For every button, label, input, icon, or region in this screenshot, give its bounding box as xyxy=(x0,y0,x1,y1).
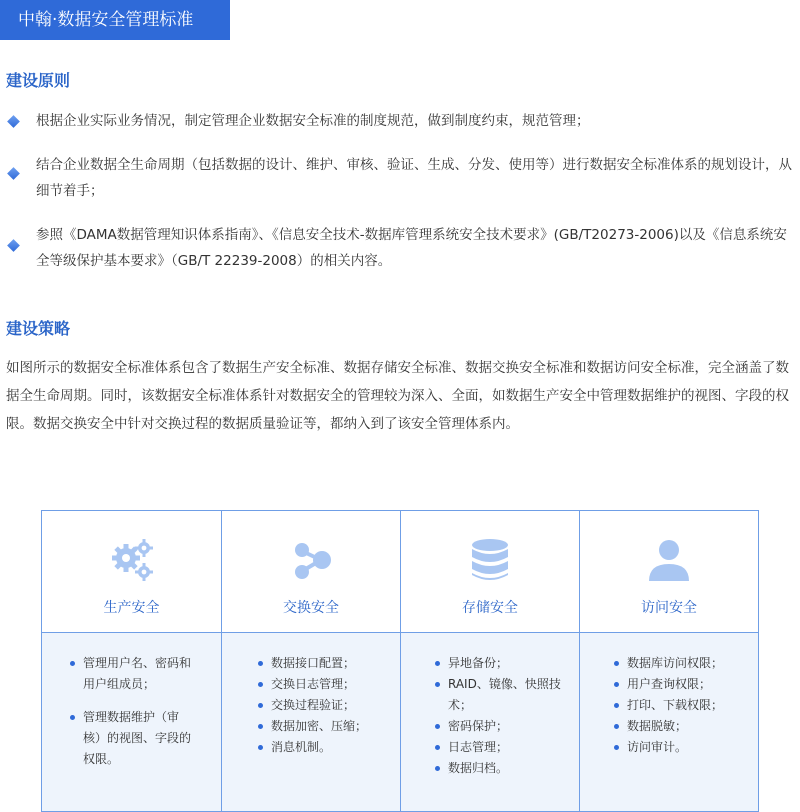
security-category-grid xyxy=(41,510,759,812)
list-item: 用户查询权限； xyxy=(614,674,754,695)
list-item: 异地备份； xyxy=(435,653,563,674)
category-item-list xyxy=(70,653,194,776)
list-item: 管理用户名、密码和用户组成员； xyxy=(70,653,194,695)
list-item: 数据脱敏； xyxy=(614,716,754,737)
category-title: 生产安全 xyxy=(103,600,160,616)
category-item-list xyxy=(614,653,754,758)
strategy-paragraph: 如图所示的数据安全标准体系包含了数据生产安全标准、数据存储安全标准、数据交换安全标准和数据访问安全标准，完全涵盖了数据全生命周期。同时，该数据安全标准体系针对数据安全的管理较为深入、全面，如数据生产安全中管理数据维护的视图、字段的权限。数据交换安全中针对交换过程的数据质量验证等，都纳入到了该安全管理体系内。 xyxy=(6,360,789,432)
principle-text: 结合企业数据全生命周期（包括数据的设计、维护、审核、验证、生成、分发、使用等）进行数据安全标准体系的规划设计，从细节着手； xyxy=(36,157,792,199)
category-items-panel xyxy=(401,633,579,811)
list-item: 数据接口配置； xyxy=(258,653,392,674)
principles-heading: 建设原则 xyxy=(6,71,71,90)
category-title: 交换安全 xyxy=(283,600,339,616)
category-production xyxy=(42,511,221,811)
category-title: 访问安全 xyxy=(641,600,697,616)
category-title: 存储安全 xyxy=(462,600,518,616)
list-item: 消息机制。 xyxy=(258,737,392,758)
list-item: 数据加密、压缩； xyxy=(258,716,392,737)
list-item: RAID、镜像、快照技术； xyxy=(435,674,563,716)
category-header xyxy=(580,511,758,633)
diamond-bullet-icon xyxy=(7,239,20,252)
list-item: 交换日志管理； xyxy=(258,674,392,695)
category-access xyxy=(579,511,758,811)
category-items-panel xyxy=(222,633,400,811)
database-icon xyxy=(467,537,513,583)
list-item: 管理数据维护（审核）的视图、字段的权限。 xyxy=(70,707,194,770)
category-items-panel xyxy=(42,633,221,811)
category-item-list xyxy=(258,653,392,758)
category-header xyxy=(222,511,400,633)
page-banner: 中翰·数据安全管理标准 xyxy=(0,0,230,40)
category-item-list xyxy=(435,653,563,779)
principle-text: 参照《DAMA数据管理知识体系指南》、《信息安全技术-数据库管理系统安全技术要求》(GB/T20273-2006)以及《信息系统安全等级保护基本要求》（GB/T 22239-2008）的相关内容。 xyxy=(36,227,787,269)
category-exchange xyxy=(221,511,400,811)
diamond-bullet-icon xyxy=(7,167,20,180)
list-item: 打印、下载权限； xyxy=(614,695,754,716)
category-header xyxy=(401,511,579,633)
list-item: 数据归档。 xyxy=(435,758,563,779)
category-header xyxy=(42,511,221,633)
principle-text: 根据企业实际业务情况，制定管理企业数据安全标准的制度规范，做到制度约束，规范管理； xyxy=(36,113,590,129)
list-item: 密码保护； xyxy=(435,716,563,737)
category-items-panel xyxy=(580,633,758,811)
strategy-heading: 建设策略 xyxy=(6,319,71,338)
user-icon xyxy=(646,537,692,583)
list-item: 日志管理； xyxy=(435,737,563,758)
list-item: 数据库访问权限； xyxy=(614,653,754,674)
gears-icon xyxy=(109,537,155,583)
category-storage xyxy=(400,511,579,811)
diamond-bullet-icon xyxy=(7,115,20,128)
share-icon xyxy=(288,537,334,583)
list-item: 访问审计。 xyxy=(614,737,754,758)
list-item: 交换过程验证； xyxy=(258,695,392,716)
